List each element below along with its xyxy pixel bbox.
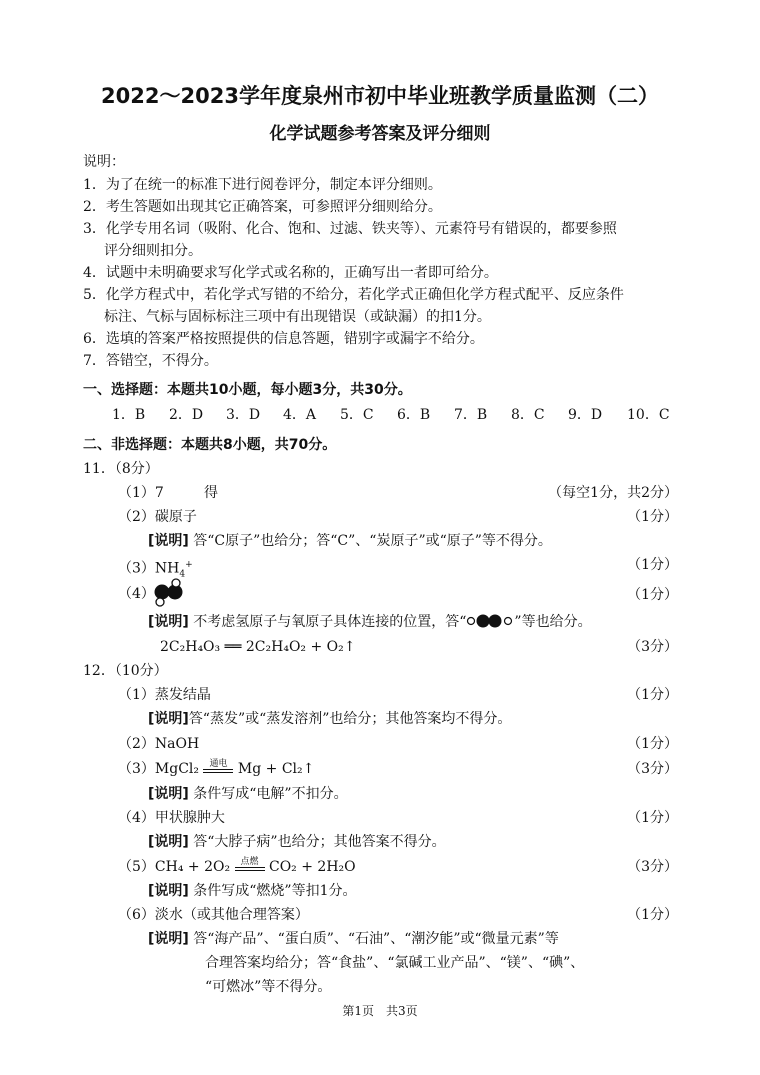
note-3a: 3．化学专用名词（吸附、化合、饱和、过滤、铁夹等）、元素符号有错误的，都要参照 [83,221,617,237]
q12-p6-note-b: 合理答案均给分；答“食盐”、“氯碱工业产品”、“镁”、“碘”、 [205,955,585,971]
q12-p4-score: （1分） [627,810,678,826]
q12-p4-answer: （4）甲状腺肿大 [118,810,225,826]
q12-p2-answer: （2）NaOH [118,736,200,752]
equation-left: （3）MgCl₂ [118,761,200,777]
q11-p4-note [148,613,592,631]
molecule-model-inline-icon [466,614,514,628]
q11-p1-answer: 得 [204,485,218,501]
q11-p1-label: （1）7 [118,485,164,501]
note-2: 2．考生答题如出现其它正确答案，可参照评分细则给分。 [83,199,442,215]
choice-answer: 10．C [627,407,670,423]
choice-answer: 7．B [454,407,488,423]
q12-p3-score: （3分） [627,761,678,777]
equation-right: Mg + Cl₂↑ [237,761,315,777]
note-tag: [说明] [148,786,189,802]
note-text: ”等也给分。 [514,614,592,630]
q11-equation: 2C₂H₄O₃ ══ 2C₂H₄O₂ + O₂↑ [160,639,356,655]
q12-p6-note-c: “可燃冰”等不得分。 [205,979,332,995]
q12-heading: 12．（10分） [83,663,168,679]
choice-answer: 9．D [568,407,603,423]
section1-heading: 一、选择题：本题共10小题，每小题3分，共30分。 [83,382,412,398]
hydrogen-atom [172,579,180,587]
page-subtitle: 化学试题参考答案及评分细则 [269,124,491,144]
formula-superscript: + [185,560,193,570]
q11-p4-score: （1分） [627,587,678,603]
choice-answer: 2．D [169,407,204,423]
section2-heading: 二、非选择题：本题共8小题，共70分。 [83,437,337,453]
q11-p2-score: （1分） [627,509,678,525]
q12-p5-note [148,882,356,900]
page-title: 2022～2023学年度泉州市初中毕业班教学质量监测（二） [101,84,659,108]
note-tag: [说明] [148,834,189,850]
note-text: 答“蒸发”或“蒸发溶剂”也给分；其他答案均不得分。 [188,711,512,727]
formula-subscript: 4 [179,569,186,580]
choice-answer: 8．C [511,407,545,423]
q11-heading: 11．（8分） [83,461,159,477]
note-text: 不考虑氢原子与氧原子具体连接的位置，答“ [193,614,467,630]
condition-text: 点燃 [240,857,259,867]
note-5b: 标注、气标与固标标注三项中有出现错误（或缺漏）的扣1分。 [104,309,491,325]
note-3b: 评分细则扣分。 [104,243,202,259]
oxygen-atom [489,615,502,628]
note-7: 7．答错空，不得分。 [83,353,218,369]
hydrogen-atom [505,618,512,625]
reaction-condition [235,857,265,871]
note-text: 答“大脖子病”也给分；其他答案不得分。 [193,834,446,850]
note-text: 条件写成“燃烧”等扣1分。 [193,883,357,899]
page-number: 第1页 共3页 [342,1004,418,1018]
q12-p5-score: （3分） [627,859,678,875]
q12-p3-equation [118,760,314,778]
q12-p3-note [148,785,348,803]
equation-right: CO₂ + 2H₂O [268,859,356,875]
q12-p4-note [148,833,446,851]
q12-p1-score: （1分） [627,687,678,703]
note-5a: 5．化学方程式中，若化学式写错的不给分，若化学式正确但化学方程式配平、反应条件 [83,287,624,303]
note-text: 答“C原子”也给分；答“C”、“炭原子”或“原子”等不得分。 [193,533,552,549]
molecule-model-icon [150,578,192,608]
choice-answer: 6．B [397,407,431,423]
note-text: 条件写成“电解”不扣分。 [193,786,348,802]
reaction-condition [203,759,233,773]
q12-p2-score: （1分） [627,736,678,752]
note-6: 6．选填的答案严格按照提供的信息答题，错别字或漏字不给分。 [83,331,484,347]
note-4: 4．试题中未明确要求写化学式或名称的，正确写出一者即可给分。 [83,265,498,281]
choice-answer: 4．A [283,407,317,423]
q12-p6-score: （1分） [627,907,678,923]
q12-p5-equation [118,858,356,876]
condition-text: 通电 [209,759,228,769]
choice-answer: 1．B [112,407,146,423]
q11-p3-score: （1分） [627,557,678,573]
q12-p6-answer: （6）淡水（或其他合理答案） [118,907,309,923]
note-tag: [说明] [148,931,189,947]
note-tag: [说明] [148,614,189,630]
choice-answer: 5．C [340,407,374,423]
formula-text: （3）NH [118,560,180,577]
note-tag: [说明] [148,533,189,549]
note-tag: [说明] [148,711,189,727]
note-1: 1．为了在统一的标准下进行阅卷评分，制定本评分细则。 [83,177,442,193]
q11-p2-note [148,532,552,550]
note-text: 答“海产品”、“蛋白质”、“石油”、“潮汐能”或“微量元素”等 [193,931,559,947]
q11-p1-score: （每空1分，共2分） [548,485,678,501]
choice-answer: 3．D [226,407,261,423]
hydrogen-atom [468,618,475,625]
q12-p1-answer: （1）蒸发结晶 [118,687,211,703]
q11-p2-answer: （2）碳原子 [118,509,197,525]
q12-p6-note-a [148,930,559,948]
oxygen-atom [155,585,170,600]
oxygen-atom [477,615,490,628]
equation-left: （5）CH₄ + 2O₂ [118,859,231,875]
hydrogen-atom [156,598,164,606]
q11-p4-label: （4） [118,586,155,602]
q11-eq-score: （3分） [627,639,678,655]
notes-heading: 说明： [83,154,125,170]
q12-p1-note [148,710,511,728]
note-tag: [说明] [148,883,189,899]
